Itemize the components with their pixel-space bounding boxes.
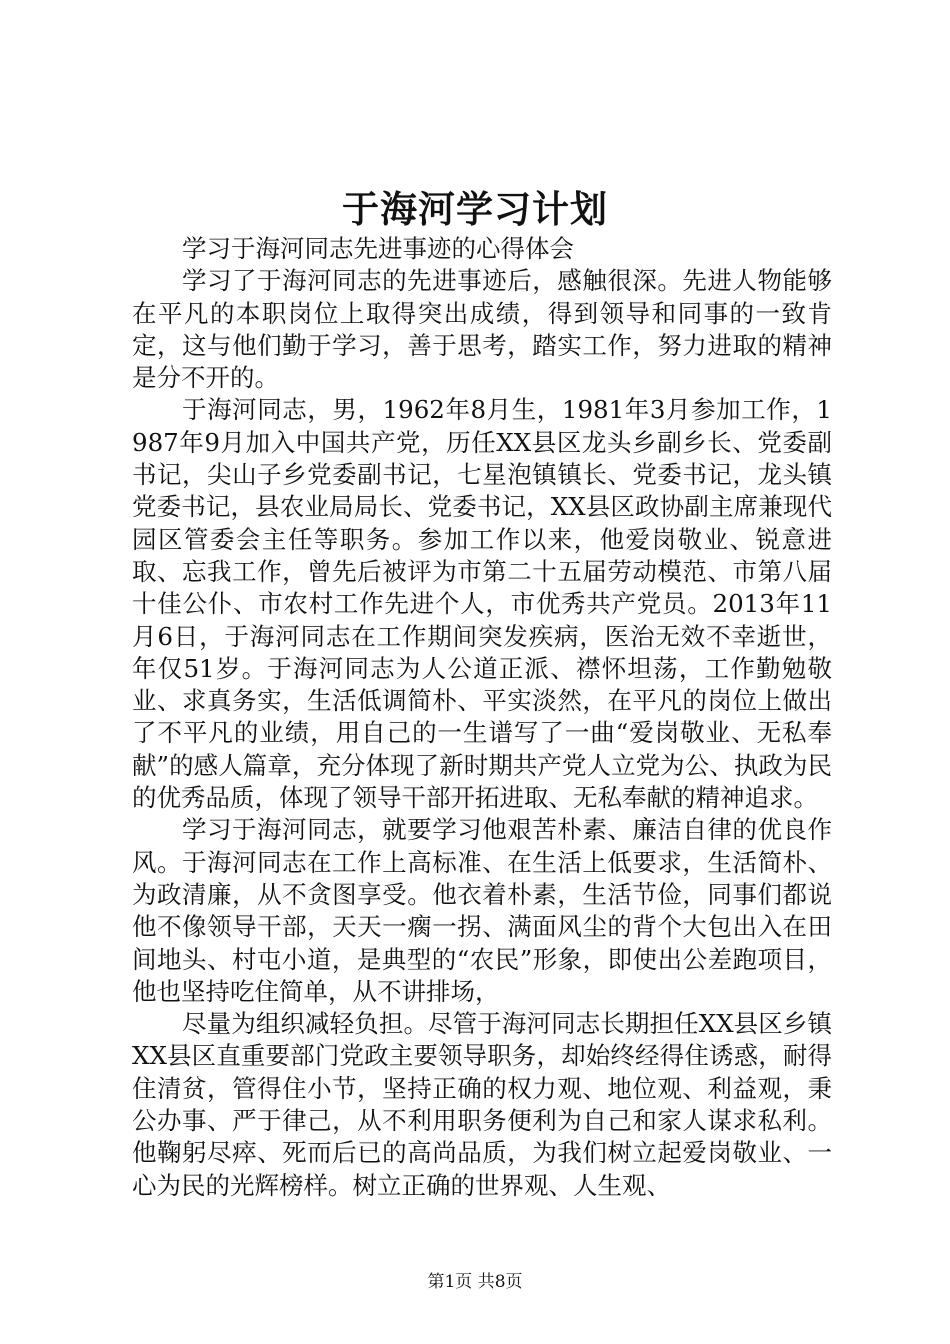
paragraph-3: 学习于海河同志，就要学习他艰苦朴素、廉洁自律的优良作风。于海河同志在工作上高标准、在生活上低要求，生活简朴、为政清廉，从不贪图享受。他衣着朴素，生活节俭，同事们都说他不像领导干部，天天一瘸一拐、满面风尘的背个大包出入在田间地头、村屯小道，是典型的“农民”形象，即使出公差跑项目，他也坚持吃住简单，从不讲排场， bbox=[132, 815, 832, 1006]
paragraph-4: 尽量为组织减轻负担。尽管于海河同志长期担任XX县区乡镇XX县区直重要部门党政主要领导职务，却始终经得住诱惑，耐得住清贫，管得住小节，坚持正确的权力观、地位观、利益观，秉公办事、严于律己，从不利用职务便利为自己和家人谋求私利。他鞠躬尽瘁、死而后已的高尚品质，为我们树立起爱岗敬业、一心为民的光辉榜样。树立正确的世界观、人生观、 bbox=[132, 1009, 832, 1200]
paragraph-1: 学习了于海河同志的先进事迹后，感触很深。先进人物能够在平凡的本职岗位上取得突出成绩，得到领导和同事的一致肯定，这与他们勤于学习，善于思考，踏实工作，努力进取的精神是分不开的。 bbox=[132, 266, 832, 393]
document-body bbox=[132, 233, 832, 1202]
page-number-footer: 第1页 共8页 bbox=[427, 1272, 523, 1292]
document-title: 于海河学习计划 bbox=[342, 187, 608, 231]
paragraph-2: 于海河同志，男，1962年8月生，1981年3月参加工作，1987年9月加入中国共产党，历任XX县区龙头乡副乡长、党委副书记，尖山子乡党委副书记，七星泡镇镇长、党委书记，龙头镇党委书记，县农业局局长、党委书记，XX县区政协副主席兼现代园区管委会主任等职务。参加工作以来，他爱岗敬业、锐意进取、忘我工作，曾先后被评为市第二十五届劳动模范、市第八届十佳公仆、市农村工作先进个人，市优秀共产党员。2013年11月6日，于海河同志在工作期间突发疾病，医治无效不幸逝世，年仅51岁。于海河同志为人公道正派、襟怀坦荡，工作勤勉敬业、求真务实，生活低调简朴、平实淡然，在平凡的岗位上做出了不平凡的业绩，用自己的一生谱写了一曲“爱岗敬业、无私奉献”的感人篇章，充分体现了新时期共产党人立党为公、执政为民的优秀品质，体现了领导干部开拓进取、无私奉献的精神追求。 bbox=[132, 395, 832, 813]
document-subtitle: 学习于海河同志先进事迹的心得体会 bbox=[182, 234, 574, 263]
